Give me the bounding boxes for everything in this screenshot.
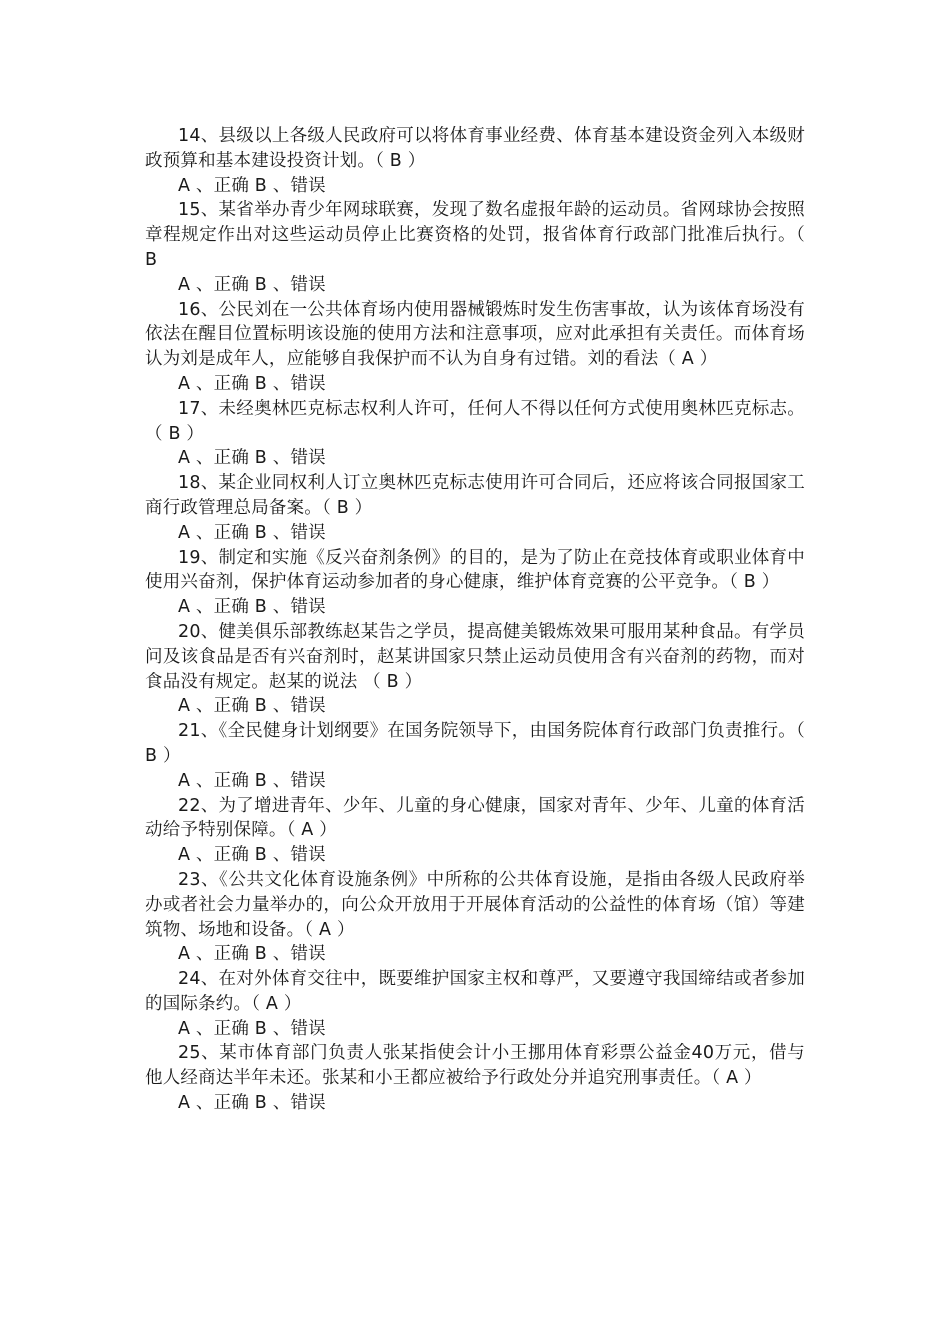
document-page: [145, 124, 805, 1116]
question-23: 23、《公共文化体育设施条例》中所称的公共体育设施，是指由各级人民政府举办或者社会力量举办的，向公众开放用于开展体育活动的公益性的体育场（馆）等建筑物、场地和设备。（ A ）: [145, 869, 805, 940]
options-17: A 、正确 B 、错误: [178, 448, 326, 469]
question-17: 17、未经奥林匹克标志权利人许可，任何人不得以任何方式使用奥林匹克标志。（ B ）: [145, 398, 805, 444]
options-21: A 、正确 B 、错误: [178, 770, 326, 791]
question-22: 22、为了增进青年、少年、儿童的身心健康，国家对青年、少年、儿童的体育活动给予特别保障。（ A ）: [145, 795, 805, 841]
question-14: 14、县级以上各级人民政府可以将体育事业经费、体育基本建设资金列入本级财政预算和基本建设投资计划。（ B ）: [145, 126, 805, 171]
options-25: A 、正确 B 、错误: [178, 1093, 326, 1114]
question-24: 24、在对外体育交往中，既要维护国家主权和尊严，又要遵守我国缔结或者参加的国际条约。（ A ）: [145, 969, 805, 1014]
question-18: 18、某企业同权利人订立奥林匹克标志使用许可合同后，还应将该合同报国家工商行政管理总局备案。（ B ）: [145, 473, 805, 518]
question-21: 21、《全民健身计划纲要》在国务院领导下，由国务院体育行政部门负责推行。（ B ）: [145, 721, 805, 766]
question-16: 16、公民刘在一公共体育场内使用器械锻炼时发生伤害事故，认为该体育场没有依法在醒目位置标明该设施的使用方法和注意事项，应对此承担有关责任。而体育场认为刘是成年人，应能够自我保护而不认为自身有过错。刘的看法（ A ）: [145, 299, 805, 370]
options-19: A 、正确 B 、错误: [178, 597, 326, 618]
options-23: A 、正确 B 、错误: [178, 944, 326, 965]
question-20: 20、健美俱乐部教练赵某告之学员，提高健美锻炼效果可服用某种食品。有学员问及该食品是否有兴奋剂时，赵某讲国家只禁止运动员使用含有兴奋剂的药物，而对食品没有规定。赵某的说法 （ B ）: [145, 621, 805, 692]
options-16: A 、正确 B 、错误: [178, 373, 326, 394]
options-14: A 、正确 B 、错误: [178, 175, 326, 196]
options-22: A 、正确 B 、错误: [178, 845, 326, 866]
options-24: A 、正确 B 、错误: [178, 1018, 326, 1039]
options-15: A 、正确 B 、错误: [178, 274, 326, 295]
options-20: A 、正确 B 、错误: [178, 696, 326, 717]
question-19: 19、制定和实施《反兴奋剂条例》的目的，是为了防止在竞技体育或职业体育中使用兴奋剂，保护体育运动参加者的身心健康，维护体育竞赛的公平竞争。（ B ）: [145, 547, 805, 593]
question-25: 25、某市体育部门负责人张某指使会计小王挪用体育彩票公益金40万元，借与他人经商达半年未还。张某和小王都应被给予行政处分并追究刑事责任。（ A ）: [145, 1043, 805, 1089]
question-15: 15、某省举办青少年网球联赛，发现了数名虚报年龄的运动员。省网球协会按照章程规定作出对这些运动员停止比赛资格的处罚，报省体育行政部门批准后执行。（ B: [145, 200, 805, 270]
options-18: A 、正确 B 、错误: [178, 522, 326, 543]
